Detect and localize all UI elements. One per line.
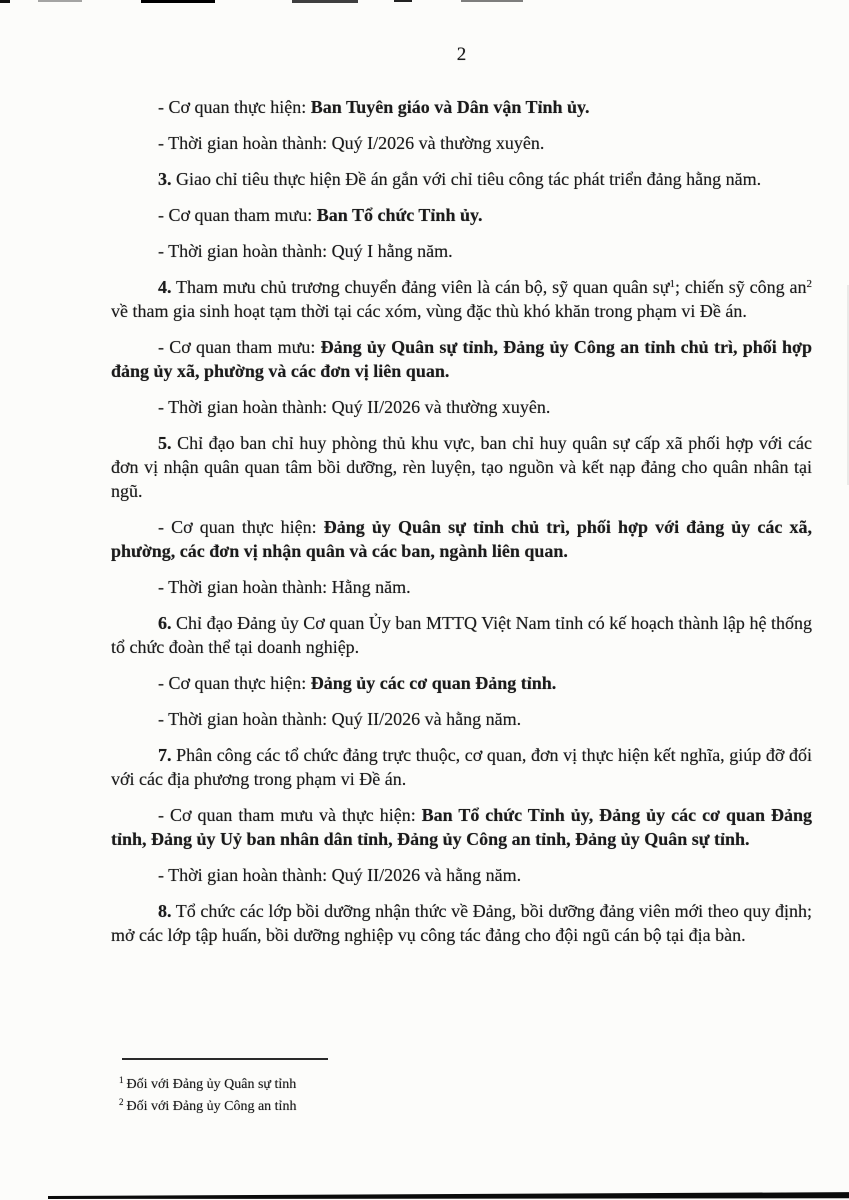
text-run: - Cơ quan thực hiện: bbox=[158, 673, 311, 693]
item-number: 5. bbox=[158, 433, 172, 453]
page-number: 2 bbox=[456, 44, 467, 65]
scan-artifact-top-1 bbox=[0, 0, 10, 3]
text-run: Tổ chức các lớp bồi dưỡng nhận thức về Đảng, bồi dưỡng đảng viên mới theo quy định; mở các lớp tập huấn, bồi dưỡng nghiệp vụ công tác đảng cho đội ngũ cán bộ tại địa bàn. bbox=[111, 901, 812, 945]
footnote-text: Đối với Đảng ủy Quân sự tỉnh bbox=[126, 1077, 297, 1092]
text-run: Tham mưu chủ trương chuyển đảng viên là cán bộ, sỹ quan quân sự bbox=[171, 277, 670, 297]
text-run: - Thời gian hoàn thành: Quý I hằng năm. bbox=[158, 241, 453, 261]
footnote-marker-1: 1 bbox=[119, 1075, 124, 1085]
text-run: Phân công các tổ chức đảng trực thuộc, cơ quan, đơn vị thực hiện kết nghĩa, giúp đỡ đối với các địa phương trong phạm vi Đề án. bbox=[111, 745, 812, 789]
text-run: Giao chỉ tiêu thực hiện Đề án gắn với chỉ tiêu công tác phát triển đảng hằng năm. bbox=[171, 169, 762, 189]
text-run: - Cơ quan tham mưu và thực hiện: bbox=[158, 805, 422, 825]
deadline-line bbox=[111, 863, 812, 887]
agency-line bbox=[111, 203, 812, 227]
agency-name-bold: Đảng ủy Quân sự tỉnh chủ trì, phối hợp với đảng ủy các xã, phường, các đơn vị nhận quân và các ban, ngành liên quan. bbox=[111, 517, 812, 561]
agency-line bbox=[111, 671, 812, 695]
task-item-7 bbox=[111, 743, 812, 791]
agency-name-bold: Ban Tổ chức Tỉnh ủy. bbox=[316, 205, 483, 225]
footnote-2 bbox=[119, 1094, 812, 1115]
text-run: - Thời gian hoàn thành: Quý II/2026 và hằng năm. bbox=[158, 709, 522, 729]
text-run: về tham gia sinh hoạt tạm thời tại các xóm, vùng đặc thù khó khăn trong phạm vi Đề án. bbox=[111, 301, 747, 321]
text-run: Chỉ đạo Đảng ủy Cơ quan Ủy ban MTTQ Việt Nam tỉnh có kế hoạch thành lập hệ thống tổ chức đoàn thể tại doanh nghiệp. bbox=[111, 613, 812, 657]
deadline-line bbox=[111, 575, 812, 599]
document-body bbox=[111, 95, 812, 959]
scan-artifact-top-6 bbox=[461, 0, 523, 2]
deadline-line bbox=[111, 395, 812, 419]
footnotes-section bbox=[111, 1058, 812, 1116]
item-number: 6. bbox=[158, 613, 172, 633]
text-run: ; chiến sỹ công an bbox=[675, 277, 807, 297]
agency-name-bold: Đảng ủy các cơ quan Đảng tỉnh. bbox=[310, 673, 557, 693]
agency-line bbox=[111, 803, 812, 851]
agency-name-bold: Đảng ủy Quân sự tỉnh, Đảng ủy Công an tỉnh chủ trì, phối hợp đảng ủy xã, phường và các đơn vị liên quan. bbox=[111, 337, 812, 381]
scan-artifact-top-4 bbox=[292, 0, 358, 3]
item-number: 8. bbox=[158, 901, 172, 921]
text-run: - Thời gian hoàn thành: Quý II/2026 và thường xuyên. bbox=[158, 397, 551, 417]
scan-artifact-bottom-band bbox=[48, 1192, 849, 1199]
text-run: - Cơ quan tham mưu: bbox=[158, 205, 317, 225]
agency-name-bold: Ban Tuyên giáo và Dân vận Tỉnh ủy. bbox=[310, 97, 590, 117]
text-run: - Thời gian hoàn thành: Hằng năm. bbox=[158, 577, 411, 597]
agency-line bbox=[111, 95, 812, 119]
footnote-1 bbox=[119, 1072, 812, 1093]
deadline-line bbox=[111, 131, 812, 155]
text-run: Chỉ đạo ban chỉ huy phòng thủ khu vực, ban chỉ huy quân sự cấp xã phối hợp với các đơn vị nhận quân quan tâm bồi dưỡng, rèn luyện, tạo nguồn và kết nạp đảng cho quân nhân tại ngũ. bbox=[111, 433, 812, 501]
scan-artifact-top-3 bbox=[141, 0, 215, 3]
item-number: 7. bbox=[158, 745, 172, 765]
agency-line bbox=[111, 335, 812, 383]
deadline-line bbox=[111, 239, 812, 263]
scan-artifact-top-2 bbox=[38, 0, 82, 2]
text-run: - Cơ quan thực hiện: bbox=[158, 97, 311, 117]
text-run: - Cơ quan thực hiện: bbox=[158, 517, 324, 537]
footnote-separator bbox=[122, 1058, 328, 1060]
task-item-3 bbox=[111, 167, 812, 191]
footnote-ref-2: 2 bbox=[806, 278, 812, 290]
text-run: - Thời gian hoàn thành: Quý I/2026 và thường xuyên. bbox=[158, 133, 545, 153]
deadline-line bbox=[111, 707, 812, 731]
task-item-8 bbox=[111, 899, 812, 947]
task-item-5 bbox=[111, 431, 812, 503]
agency-name-bold: Ban Tổ chức Tỉnh ủy, Đảng ủy các cơ quan Đảng tỉnh, Đảng ủy Uỷ ban nhân dân tỉnh, Đảng ủy Công an tỉnh, Đảng ủy Quân sự tỉnh. bbox=[111, 805, 812, 849]
text-run: - Thời gian hoàn thành: Quý II/2026 và hằng năm. bbox=[158, 865, 522, 885]
item-number: 3. bbox=[158, 169, 172, 189]
agency-line bbox=[111, 515, 812, 563]
text-run: - Cơ quan tham mưu: bbox=[158, 337, 321, 357]
footnote-text: Đối với Đảng ủy Công an tỉnh bbox=[126, 1099, 297, 1114]
item-number: 4. bbox=[158, 277, 172, 297]
task-item-6 bbox=[111, 611, 812, 659]
scan-artifact-top-5 bbox=[394, 0, 412, 2]
footnote-marker-2: 2 bbox=[119, 1097, 124, 1107]
task-item-4 bbox=[111, 275, 812, 323]
footnote-ref-1: 1 bbox=[669, 278, 676, 290]
